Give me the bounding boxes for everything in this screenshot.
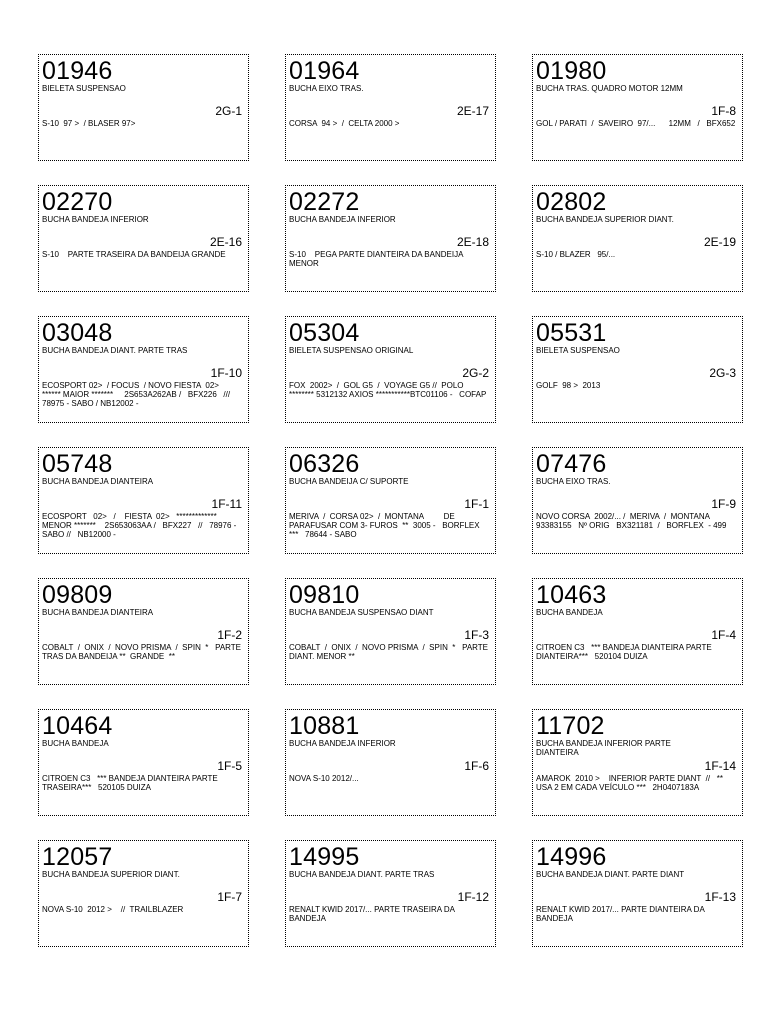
vehicle-application: GOL / PARATI / SAVEIRO 97/... 12MM / BFX652 (536, 119, 736, 128)
part-label (38, 840, 249, 947)
part-code: 02272 (289, 188, 360, 216)
part-description: BUCHA BANDEJA INFERIOR (289, 215, 396, 224)
vehicle-application: COBALT / ONIX / NOVO PRISMA / SPIN * PARTE DIANT. MENOR ** (289, 643, 491, 661)
part-code: 01980 (536, 57, 607, 85)
label-sheet (38, 54, 742, 947)
part-description: BIELETA SUSPENSAO (42, 84, 126, 93)
part-code: 10464 (42, 712, 113, 740)
shelf-location: 1F-9 (711, 497, 736, 511)
vehicle-application: S-10 / BLAZER 95/... (536, 250, 616, 259)
part-description: BIELETA SUSPENSAO ORIGINAL (289, 346, 414, 355)
part-label (38, 185, 249, 292)
part-code: 05304 (289, 319, 360, 347)
part-code: 03048 (42, 319, 113, 347)
shelf-location: 2G-2 (462, 366, 489, 380)
part-code: 02270 (42, 188, 113, 216)
part-code: 12057 (42, 843, 113, 871)
part-label (285, 447, 496, 554)
vehicle-application: S-10 PARTE TRASEIRA DA BANDEIJA GRANDE (42, 250, 226, 259)
vehicle-application: FOX 2002> / GOL G5 / VOYAGE G5 // POLO ******** 5312132 AXIOS ***********BTC01106 - COFAP (289, 381, 487, 399)
vehicle-application: GOLF 98 > 2013 (536, 381, 601, 390)
part-description: BUCHA BANDEJA (536, 608, 603, 617)
part-description: BUCHA BANDEJA (42, 739, 109, 748)
shelf-location: 1F-13 (704, 890, 736, 904)
part-label (38, 578, 249, 685)
vehicle-application: NOVA S-10 2012/... (289, 774, 359, 783)
part-label (532, 578, 743, 685)
vehicle-application: S-10 97 > / BLASER 97> (42, 119, 136, 128)
part-code: 01946 (42, 57, 113, 85)
part-label (285, 709, 496, 816)
vehicle-application: NOVA S-10 2012 > // TRAILBLAZER (42, 905, 184, 914)
part-code: 10881 (289, 712, 360, 740)
vehicle-application: AMAROK 2010 > INFERIOR PARTE DIANT // ** USA 2 EM CADA VEÍCULO *** 2H0407183A (536, 774, 726, 792)
shelf-location: 2G-1 (215, 104, 242, 118)
part-code: 14995 (289, 843, 360, 871)
part-description: BUCHA EIXO TRAS. (289, 84, 364, 93)
shelf-location: 1F-11 (211, 497, 242, 511)
shelf-location: 1F-4 (711, 628, 736, 642)
vehicle-application: CORSA 94 > / CELTA 2000 > (289, 119, 400, 128)
part-description: BUCHA BANDEJA DIANTEIRA (42, 477, 154, 486)
shelf-location: 2E-18 (456, 235, 489, 249)
vehicle-application: MERIVA / CORSA 02> / MONTANA DE PARAFUSAR COM 3- FUROS ** 3005 - BORFLEX *** 78644 - SABO (289, 512, 485, 539)
shelf-location: 2G-3 (709, 366, 736, 380)
shelf-location: 1F-10 (210, 366, 242, 380)
part-label (532, 709, 743, 816)
part-label (285, 185, 496, 292)
vehicle-application: ECOSPORT 02> / FOCUS / NOVO FIESTA 02> ****** MAIOR ******* 2S653A262AB / BFX226 /// 78975 - SABO / NB12002 - (42, 381, 237, 408)
part-description: BUCHA BANDEJA DIANT. PARTE DIANT (536, 870, 685, 879)
part-label (38, 54, 249, 161)
part-label (38, 447, 249, 554)
vehicle-application: ECOSPORT 02> / FIESTA 02> ************* MENOR ******* 2S653063AA / BFX227 // 78976 - SABO // NB12000 - (42, 512, 239, 539)
part-label (285, 840, 496, 947)
part-label (532, 840, 743, 947)
vehicle-application: NOVO CORSA 2002/... / MERIVA / MONTANA 93383155 Nº ORIG BX321181 / BORFLEX - 499 (536, 512, 727, 530)
part-code: 09809 (42, 581, 113, 609)
part-code: 10463 (536, 581, 607, 609)
shelf-location: 1F-14 (704, 759, 736, 773)
part-description: BUCHA BANDEJA INFERIOR (289, 739, 396, 748)
part-code: 07476 (536, 450, 607, 478)
part-description: BUCHA BANDEIJA C/ SUPORTE (289, 477, 409, 486)
part-description: BUCHA BANDEJA DIANTEIRA (42, 608, 154, 617)
shelf-location: 2E-16 (209, 235, 242, 249)
vehicle-application: RENALT KWID 2017/... PARTE DIANTEIRA DA BANDEJA (536, 905, 707, 923)
vehicle-application: RENALT KWID 2017/... PARTE TRASEIRA DA BANDEJA (289, 905, 457, 923)
shelf-location: 1F-12 (457, 890, 489, 904)
shelf-location: 1F-5 (217, 759, 242, 773)
part-code: 02802 (536, 188, 607, 216)
vehicle-application: CITROEN C3 *** BANDEJA DIANTEIRA PARTE TRASEIRA*** 520105 DUIZA (42, 774, 225, 792)
part-label (285, 316, 496, 423)
part-code: 05531 (536, 319, 607, 347)
part-description: BIELETA SUSPENSAO (536, 346, 620, 355)
shelf-location: 2E-17 (456, 104, 489, 118)
vehicle-application: S-10 PEGA PARTE DIANTEIRA DA BANDEIJA MENOR (289, 250, 466, 268)
part-code: 01964 (289, 57, 360, 85)
part-description: BUCHA BANDEJA INFERIOR (42, 215, 149, 224)
part-label (532, 316, 743, 423)
part-label (38, 316, 249, 423)
part-label (285, 54, 496, 161)
part-description: BUCHA EIXO TRAS. (536, 477, 611, 486)
shelf-location: 1F-3 (464, 628, 489, 642)
shelf-location: 1F-8 (711, 104, 736, 118)
shelf-location: 1F-1 (464, 497, 489, 511)
vehicle-application: CITROEN C3 *** BANDEJA DIANTEIRA PARTE DIANTEIRA*** 520104 DUIZA (536, 643, 719, 661)
shelf-location: 2E-19 (703, 235, 736, 249)
part-description: BUCHA BANDEJA INFERIOR PARTE DIANTEIRA (536, 739, 671, 757)
part-description: BUCHA BANDEJA DIANT. PARTE TRAS (289, 870, 435, 879)
part-code: 06326 (289, 450, 360, 478)
part-label (285, 578, 496, 685)
part-description: BUCHA BANDEJA SUPERIOR DIANT. (536, 215, 674, 224)
part-label (38, 709, 249, 816)
part-label (532, 54, 743, 161)
part-code: 09810 (289, 581, 360, 609)
part-label (532, 447, 743, 554)
shelf-location: 1F-7 (217, 890, 242, 904)
vehicle-application: COBALT / ONIX / NOVO PRISMA / SPIN * PARTE TRAS DA BANDEIJA ** GRANDE ** (42, 643, 244, 661)
part-description: BUCHA BANDEJA SUSPENSAO DIANT (289, 608, 434, 617)
shelf-location: 1F-2 (217, 628, 242, 642)
part-description: BUCHA BANDEJA SUPERIOR DIANT. (42, 870, 180, 879)
part-label (532, 185, 743, 292)
part-code: 05748 (42, 450, 113, 478)
part-description: BUCHA BANDEJA DIANT. PARTE TRAS (42, 346, 188, 355)
shelf-location: 1F-6 (464, 759, 489, 773)
part-description: BUCHA TRAS. QUADRO MOTOR 12MM (536, 84, 683, 93)
part-code: 11702 (536, 712, 605, 740)
part-code: 14996 (536, 843, 607, 871)
